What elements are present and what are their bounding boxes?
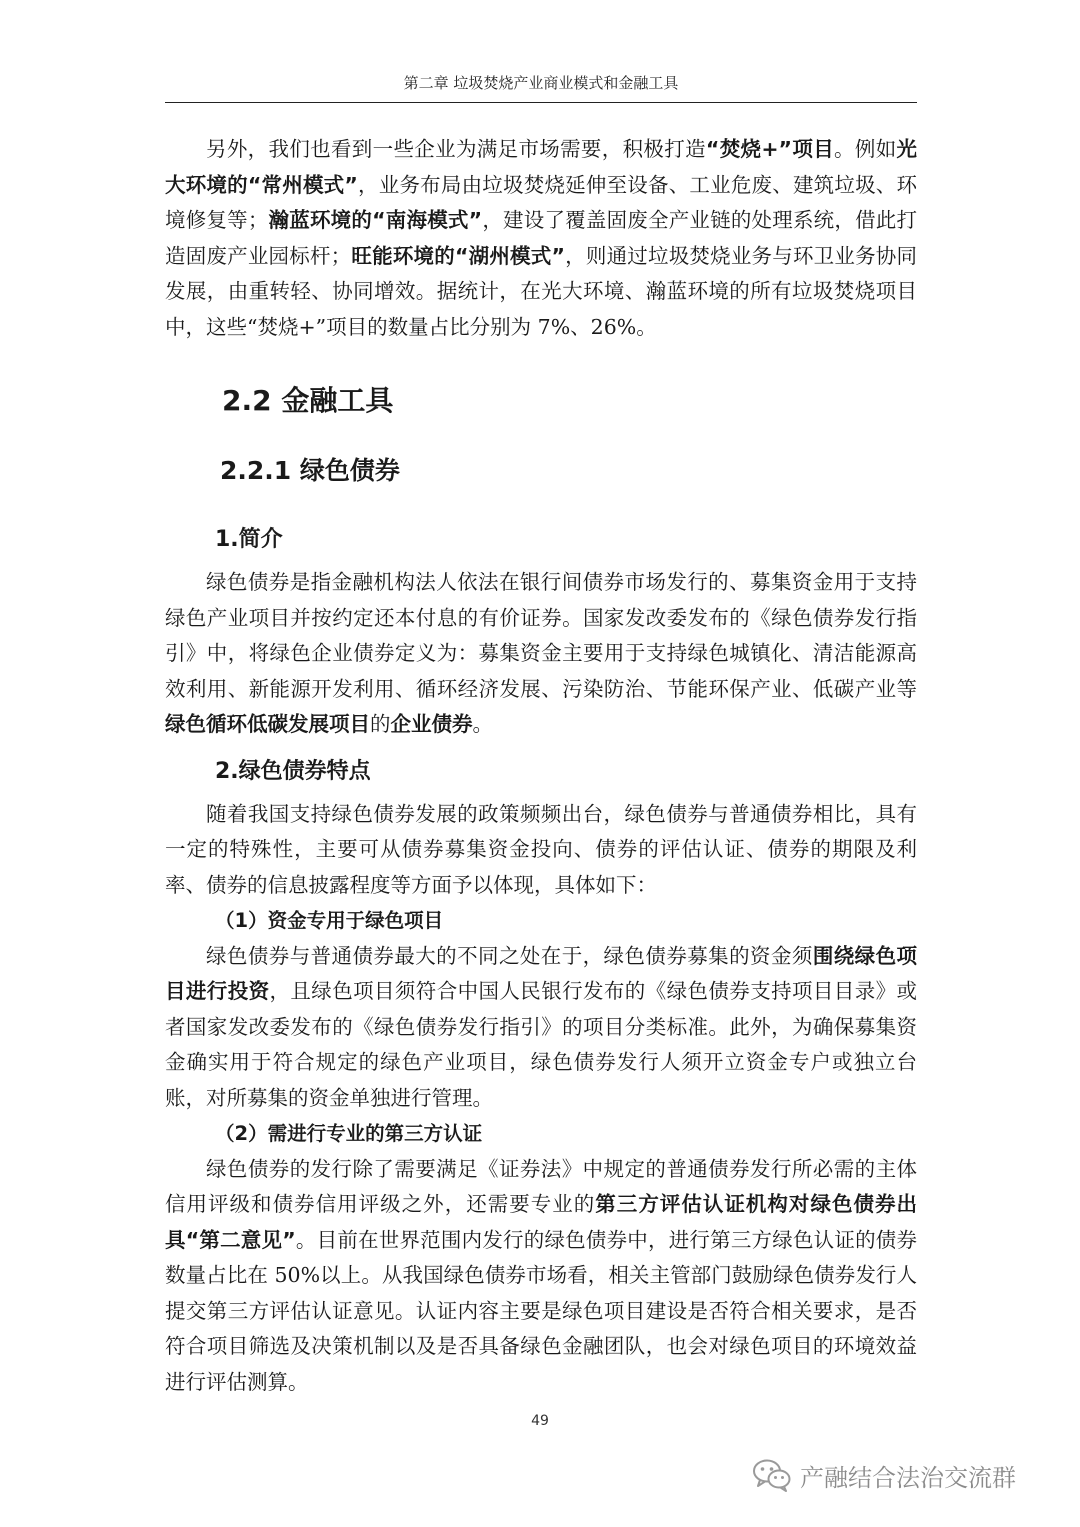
page-header <box>165 72 917 103</box>
page-number: 49 <box>531 1413 549 1429</box>
item2-paragraph: 绿色债券的发行除了需要满足《证券法》中规定的普通债券发行所必需的主体信用评级和债券信用评级之外，还需要专业的第三方评估认证机构对绿色债券出具“第二意见”。目前在世界范围内发行的绿色债券中，进行第三方绿色认证的债券数量占比在 50%以上。从我国绿色债券市场看，相关主管部门鼓励绿色债券发行人提交第三方评估认证意见。认证内容主要是绿色项目建设是否符合相关要求，是否符合项目筛选及决策机制以及是否具备绿色金融团队，也会对绿色项目的环境效益进行评估测算。 <box>165 1156 918 1394</box>
subsection-heading: 2.2.1 绿色债券 <box>220 456 400 485</box>
item1-paragraph: 绿色债券与普通债券最大的不同之处在于，绿色债券募集的资金须围绕绿色项目进行投资，且绿色项目须符合中国人民银行发布的《绿色债券支持项目目录》或者国家发改委发布的《绿色债券发行指引》的项目分类标准。此外，为确保募集资金确实用于符合规定的绿色产业项目，绿色债券发行人须开立资金专户或独立台账，对所募集的资金单独进行管理。 <box>165 943 918 1110</box>
part1-paragraph: 绿色债券是指金融机构法人依法在银行间债券市场发行的、募集资金用于支持绿色产业项目并按约定还本付息的有价证券。国家发改委发布的《绿色债券发行指引》中，将绿色企业债券定义为：募集资金主要用于支持绿色城镇化、清洁能源高效利用、新能源开发利用、循环经济发展、污染防治、节能环保产业、低碳产业等绿色循环低碳发展项目的企业债券。 <box>165 570 917 736</box>
item1-heading: （1）资金专用于绿色项目 <box>215 909 444 932</box>
wechat-icon <box>752 1458 792 1492</box>
part2-heading: 2.绿色债券特点 <box>215 758 371 784</box>
part2-intro-paragraph: 随着我国支持绿色债券发展的政策频频出台，绿色债券与普通债券相比，具有一定的特殊性，主要可从债券募集资金投向、债券的评估认证、债券的期限及利率、债券的信息披露程度等方面予以体现，具体如下： <box>165 801 917 897</box>
page-header-title: 第二章 垃圾焚烧产业商业模式和金融工具 <box>403 74 679 92</box>
section-heading: 2.2 金融工具 <box>222 384 394 417</box>
watermark <box>752 1456 1016 1494</box>
part1-heading: 1.简介 <box>215 527 283 552</box>
watermark-text: 产融结合法治交流群 <box>800 1463 1016 1492</box>
item2-heading: （2）需进行专业的第三方认证 <box>215 1122 483 1145</box>
document-body <box>165 132 917 1400</box>
intro-paragraph: 另外，我们也看到一些企业为满足市场需要，积极打造“焚烧+”项目。例如光大环境的“常州模式”，业务布局由垃圾焚烧延伸至设备、工业危废、建筑垃圾、环境修复等；瀚蓝环境的“南海模式”，建设了覆盖固废全产业链的处理系统，借此打造固废产业园标杆；旺能环境的“湖州模式”，则通过垃圾焚烧业务与环卫业务协同发展，由重转轻、协同增效。据统计，在光大环境、瀚蓝环境的所有垃圾焚烧项目中，这些“焚烧+”项目的数量占比分别为 7%、26%。 <box>165 137 918 339</box>
